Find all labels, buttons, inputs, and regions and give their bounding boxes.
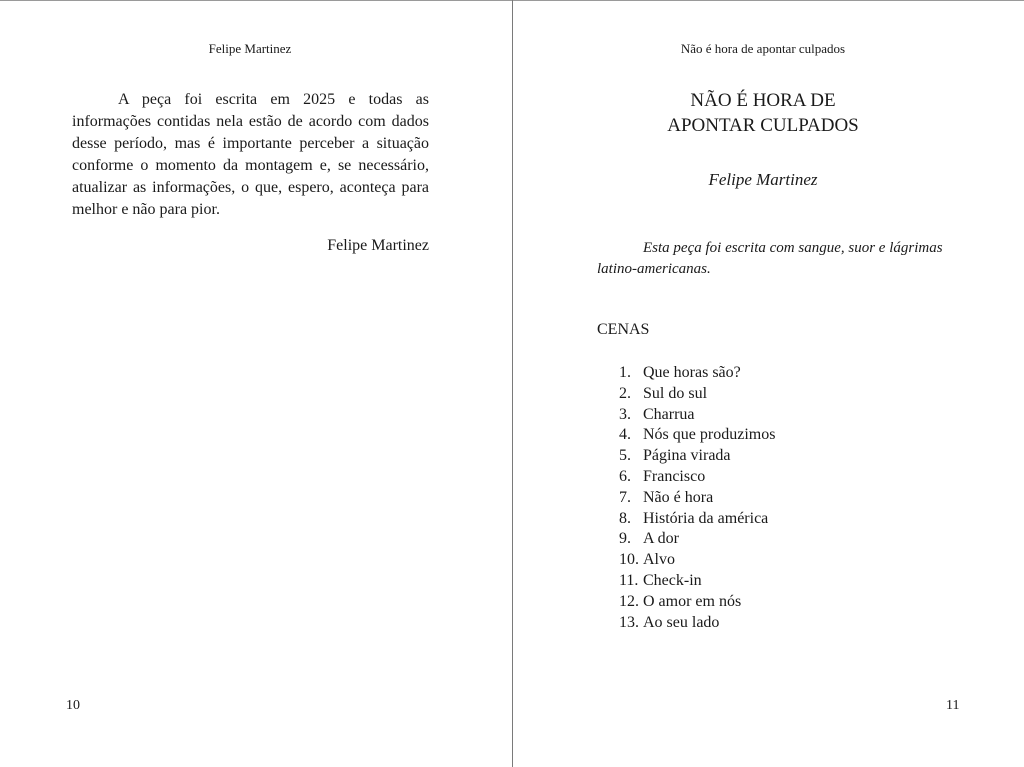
running-head-left: Felipe Martinez (208, 41, 292, 56)
scene-title: O amor em nós (643, 592, 742, 610)
author-note-paragraph: A peça foi escrita em 2025 e todas as informações contidas nela estão de acordo com dados desse período, mas é importante perceber a situação conforme o momento da montagem e, se necessário, atualizar as informações, o que, espero, aconteça para melhor e não para pior. (72, 91, 429, 218)
scene-number: 5. (619, 447, 631, 465)
scene-list-item (619, 488, 775, 509)
scene-list-item (619, 405, 775, 426)
scene-list-item (619, 384, 775, 405)
author-signature: Felipe Martinez (327, 237, 429, 254)
scene-list-item (619, 550, 775, 571)
scene-number: 3. (619, 405, 631, 423)
epigraph: Esta peça foi escrita com sangue, suor e lágrimas latino-americanas. (597, 240, 943, 277)
scene-list-item (619, 467, 775, 488)
scene-title: Não é hora (643, 488, 714, 506)
scene-list-item (619, 425, 775, 446)
scene-title: Charrua (643, 405, 695, 423)
play-title-line-1: NÃO É HORA DE (690, 90, 836, 111)
scene-title: Ao seu lado (643, 613, 720, 631)
play-title (513, 88, 1013, 138)
scene-number: 13. (619, 613, 639, 631)
scene-list-item (619, 363, 775, 384)
scene-title: Sul do sul (643, 384, 708, 402)
scene-number: 11. (619, 571, 639, 589)
scene-list-item (619, 446, 775, 467)
scene-number: 7. (619, 488, 631, 506)
play-title-line-2: APONTAR CULPADOS (667, 115, 859, 136)
scene-title: Nós que produzimos (643, 426, 776, 444)
scene-list-item (619, 571, 775, 592)
scene-title: Check-in (643, 571, 702, 589)
scene-number: 8. (619, 509, 631, 527)
scene-number: 9. (619, 530, 631, 548)
scenes-heading: CENAS (597, 321, 650, 338)
scene-title: Página virada (643, 447, 731, 465)
scene-number: 10. (619, 551, 639, 569)
scene-list-item (619, 509, 775, 530)
scene-number: 6. (619, 467, 631, 485)
scene-list-item (619, 529, 775, 550)
scene-title: Que horas são? (643, 364, 741, 381)
page-number-right: 11 (946, 698, 960, 713)
scene-list-item (619, 613, 775, 634)
scene-title: A dor (643, 530, 679, 548)
scene-title: Francisco (643, 467, 706, 485)
right-page (513, 0, 1024, 767)
scene-number: 1. (619, 364, 631, 381)
play-author: Felipe Martinez (708, 170, 818, 189)
scene-title: História da américa (643, 509, 769, 527)
scene-list (619, 363, 775, 633)
scene-list-item (619, 592, 775, 613)
running-head-right: Não é hora de apontar culpados (680, 41, 846, 56)
scene-number: 2. (619, 384, 631, 402)
scene-title: Alvo (643, 551, 675, 569)
page-number-left: 10 (66, 698, 80, 713)
scene-number: 12. (619, 592, 639, 610)
scene-number: 4. (619, 426, 631, 444)
